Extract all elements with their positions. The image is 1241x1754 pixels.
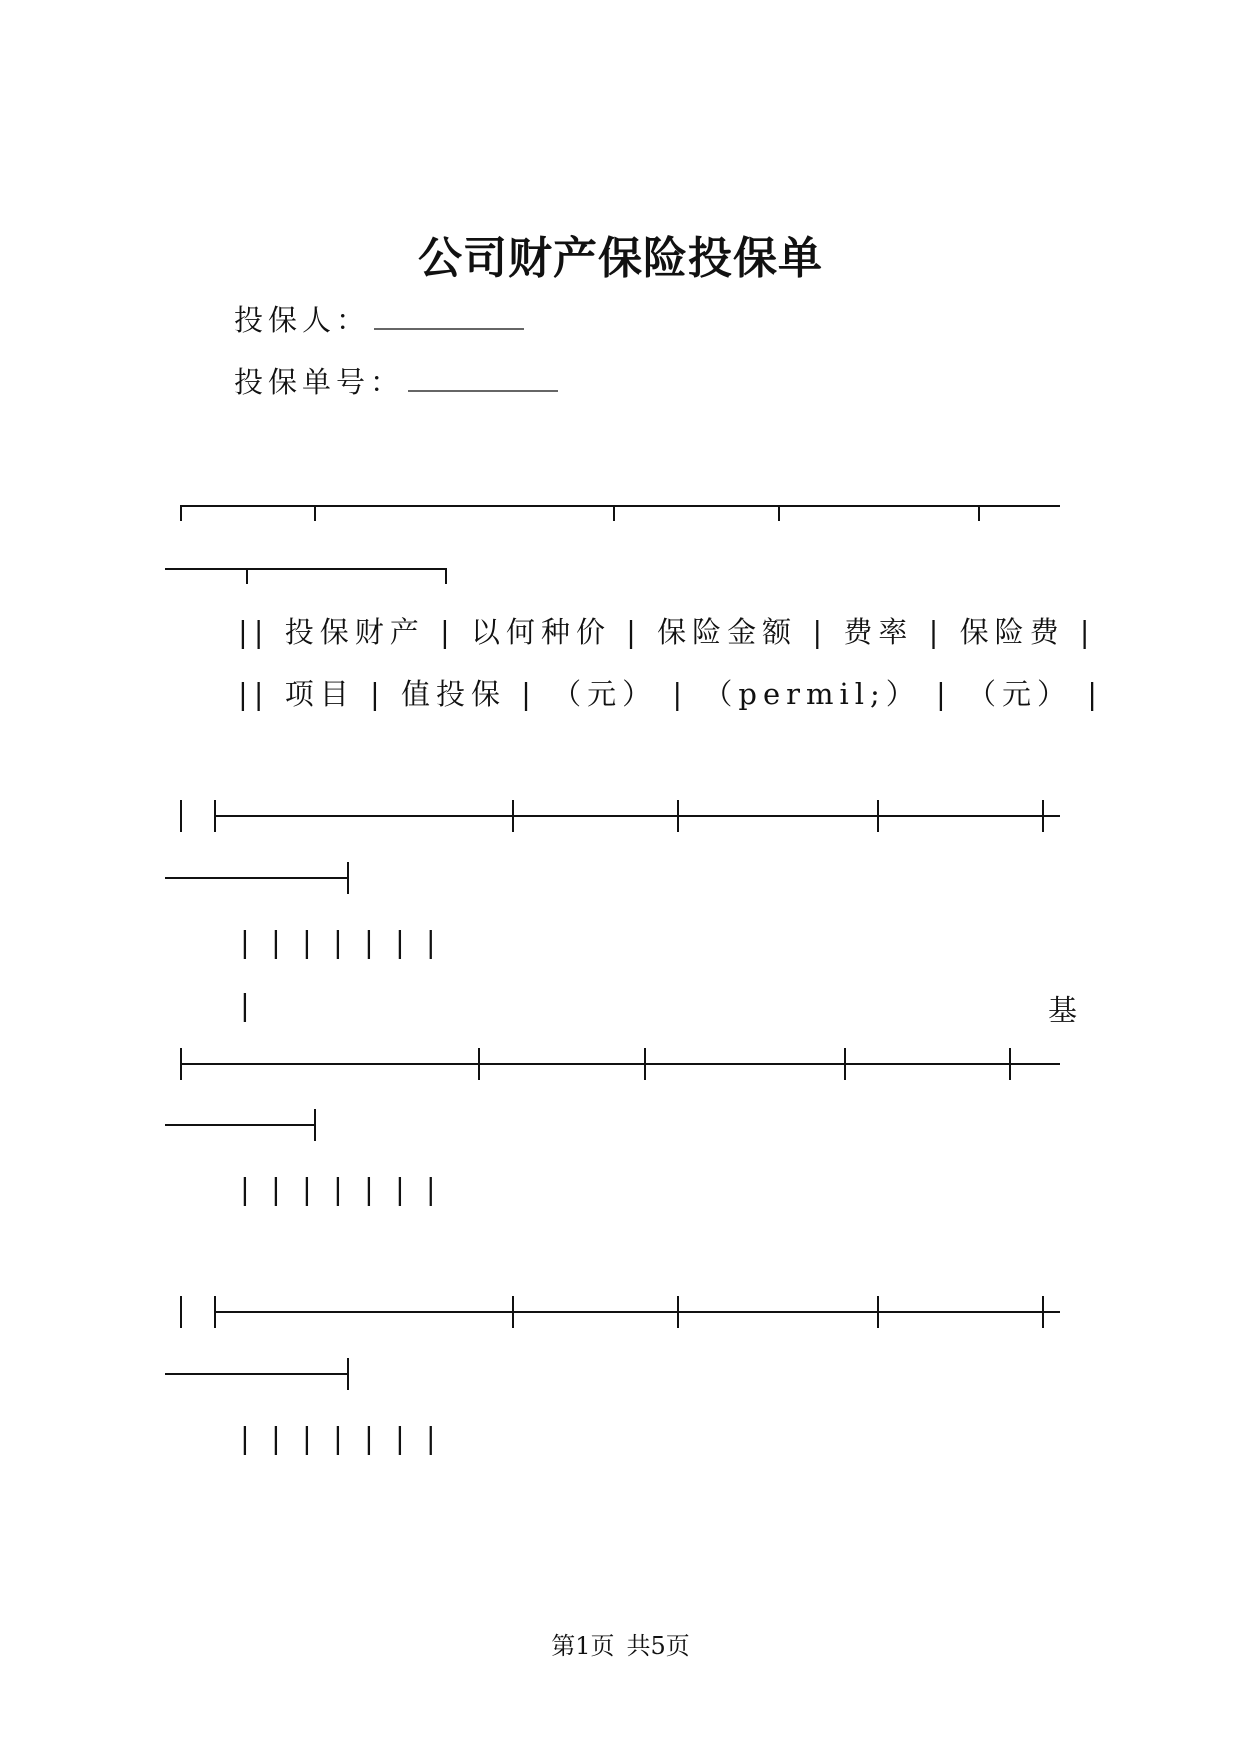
table-header-row-1: || 投保财产 | 以何种价 | 保险金额 | 费率 | 保险费 | [238, 615, 1096, 649]
document-title: 公司财产保险投保单 [418, 233, 823, 284]
policy-number-label: 投保单号： [234, 365, 405, 399]
page-footer [0, 1626, 1241, 1661]
applicant-label: 投保人： [234, 303, 371, 337]
policy-number-blank[interactable] [408, 366, 558, 392]
applicant-field [234, 298, 524, 339]
policy-number-field [234, 360, 558, 401]
table-row-3: | | | | | | | [240, 1421, 442, 1455]
table-row-2: | | | | | | | [240, 1172, 442, 1206]
page-total: 共5页 [626, 1632, 690, 1660]
table-row-left-bar: | [240, 988, 256, 1022]
page-number: 第1页 [551, 1632, 615, 1660]
applicant-blank[interactable] [374, 304, 524, 330]
table-row-1: | | | | | | | [240, 925, 442, 959]
side-character: 基 [1048, 993, 1084, 1027]
table-header-row-2: || 项目 | 值投保 | （元） | （permil;） | （元） | [238, 677, 1103, 711]
